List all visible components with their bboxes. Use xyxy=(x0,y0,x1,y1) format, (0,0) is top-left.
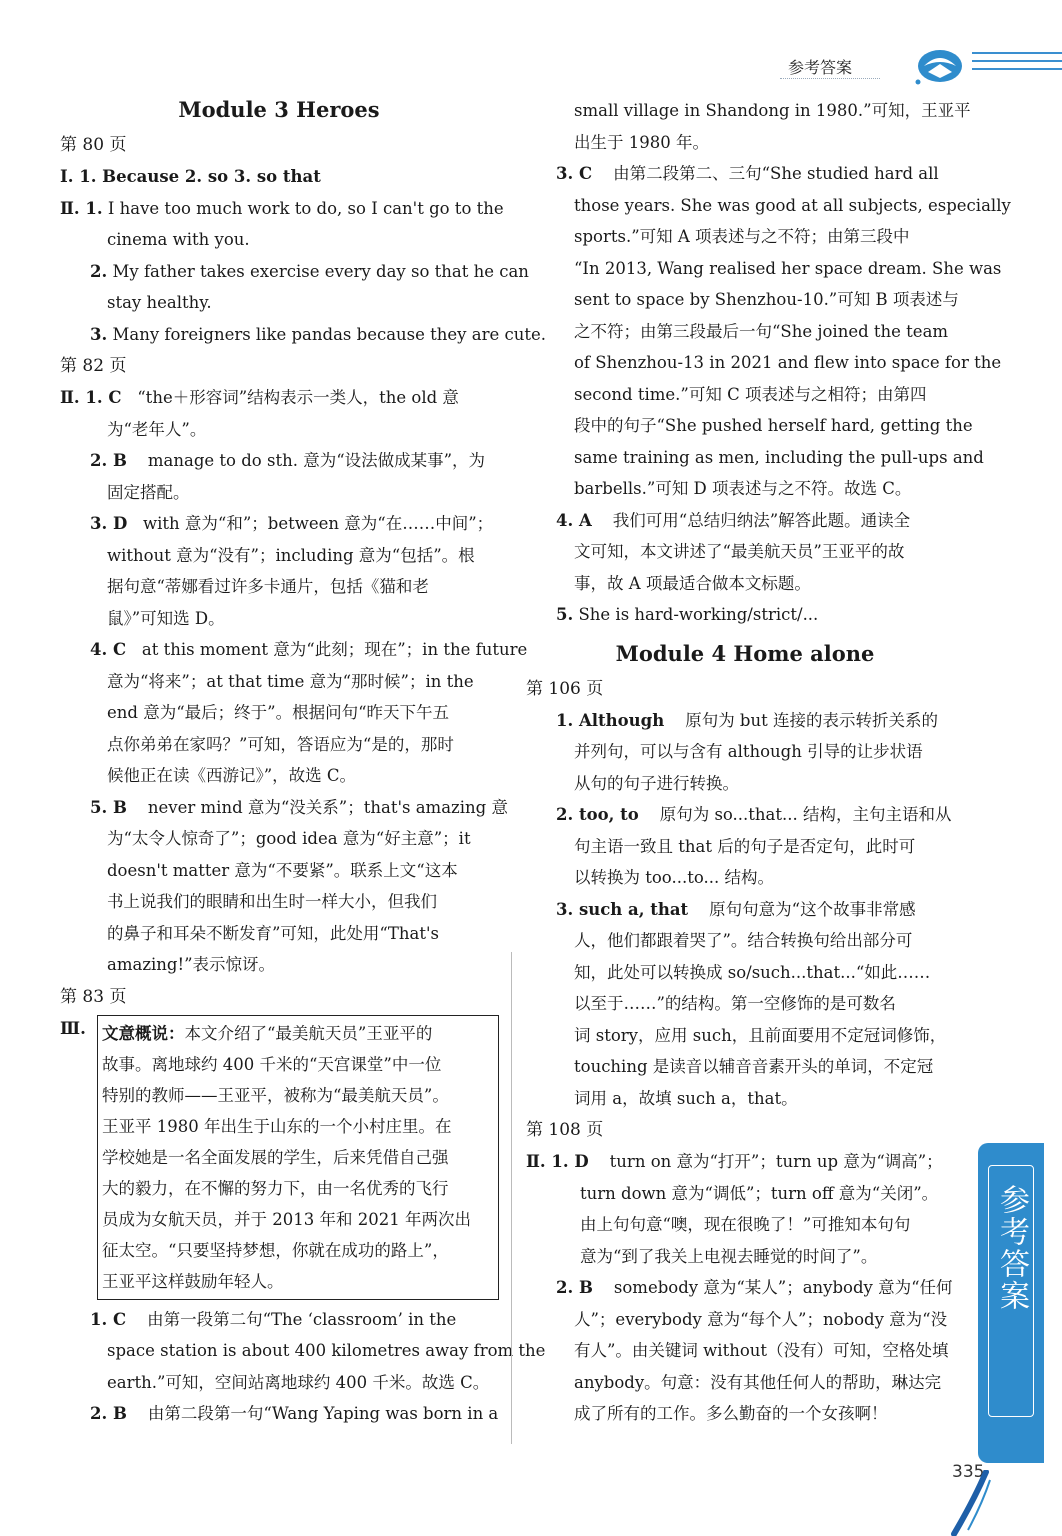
answer-82-1-cont: 为“老年人”。 xyxy=(107,419,207,439)
book-logo-icon xyxy=(910,42,970,88)
answer-82-4-cont: 意为“将来”；at that time 意为“那时候”；in the xyxy=(107,671,474,691)
answer-106-3: 3. such a, that 原句句意为“这个故事非常感 xyxy=(556,899,916,919)
answer-108-1: Ⅱ. 1. D turn on 意为“打开”；turn up 意为“调高”； xyxy=(526,1152,943,1171)
section-III xyxy=(60,1015,498,1300)
answer-82-5-cont: doesn't matter 意为“不要紧”。联系上文“这本 xyxy=(107,860,458,880)
answer-82-5: 5. B never mind 意为“没关系”；that's amazing 意 xyxy=(90,797,508,817)
answer-82-4: 4. C at this moment 意为“此刻；现在”；in the future xyxy=(90,640,528,659)
section-III-num: Ⅲ. xyxy=(60,1018,86,1038)
answer-II-2: 2. My father takes exercise every day so that he can xyxy=(90,261,529,281)
answer-II-2-cont: stay healthy. xyxy=(107,293,212,312)
answer-83-2-cont: 出生于 1980 年。 xyxy=(574,132,709,152)
answer-II-3: 3. Many foreigners like pandas because they are cute. xyxy=(90,324,546,344)
column-divider xyxy=(511,952,512,1444)
answer-82-3-cont: without 意为“没有”；including 意为“包括”。根 xyxy=(107,545,475,565)
header-dotted-rule xyxy=(780,78,880,79)
answer-82-3-cont: 据句意“蒂娜看过许多卡通片，包括《猫和老 xyxy=(107,577,429,596)
answer-83-2-cont: small village in Shandong in 1980.”可知，王亚平 xyxy=(574,101,971,120)
page-label-108: 第 108 页 xyxy=(526,1120,604,1140)
answer-83-1-cont: space station is about 400 kilometres away from the xyxy=(107,1341,546,1360)
answer-82-2-cont: 固定搭配。 xyxy=(107,482,190,502)
side-tab-label: 参考答案 xyxy=(994,1184,1029,1312)
answer-83-3: 3. C 由第二段第二、三句“She studied hard all xyxy=(556,164,939,183)
page-label-82: 第 82 页 xyxy=(60,356,127,376)
module-4-title: Module 4 Home alone xyxy=(615,640,875,666)
answer-83-5: 5. She is hard-working/strict/... xyxy=(556,605,819,624)
answer-108-2: 2. B somebody 意为“某人”；anybody 意为“任何 xyxy=(556,1278,953,1297)
answer-82-5-cont: 为“太令人惊奇了”；good idea 意为“好主意”；it xyxy=(107,829,471,848)
answer-106-1: 1. Although 原句为 but 连接的表示转折关系的 xyxy=(556,710,938,730)
page-label-106: 第 106 页 xyxy=(526,678,604,699)
left-column xyxy=(60,95,546,1430)
answer-83-4: 4. A 我们可用“总结归纳法”解答此题。通读全 xyxy=(556,510,911,530)
page-label-80: 第 80 页 xyxy=(60,135,127,155)
answer-II-1: Ⅱ. 1. I have too much work to do, so I can't go to the xyxy=(60,198,504,218)
answer-82-5-cont: 书上说我们的眼睛和出生时一样大小，但我们 xyxy=(107,892,437,911)
answer-83-1: 1. C 由第一段第二句“The ‘classroom’ in the xyxy=(90,1309,457,1329)
answer-82-4-cont: end 意为“最后；终于”。根据问句“昨天下午五 xyxy=(107,703,450,722)
right-column: small village in Shandong in 1980.”可知，王亚平 出生于 1980 年。 3. C 由第二段第二、三句“She studied hard all those years. She was good at all subjects, especially sports.”可知 A 项表述与之不符；由第三段中 “In 2013, Wang realised her space dream. She was sent to space by Shenzhou-10.”可知 B 项表述与 之不符；由第三段最后一句“She joined the team of Shenzhou-13 in 2021 and flew into space for the second time.”可知 C 项表述与之相符；由第四 段中的句子“She pushed herself hard, getting the same training as men, including the pull-ups and barbells.”可知 D 项表述与之不符。故选 C。 4. A 我们可用“总结归纳法”解答此题。通读全 文可知，本文讲述了“最美航天员”王亚平的故 事，故 A 项最适合做本文标题。 5. She is hard-working/strict/... Module 4 Home alone 第 106 页 1. Although 原句为 but 连接的表示转折关系的 并列句，可以与含有 although 引导的让步状语 从句的句子进行转换。 2. too, to 原句为 so...that... 结构，主句主语和从 句主语一致且 that 后的句子是否定句，此时可 以转换为 too...to... 结构。 3. such a, that 原句句意为“这个故事非常感 人，他们都跟着哭了”。结合转换句给出部分可 知，此处可以转换成 so/such...that...“如此…… 以至于……”的结构。第一空修饰的是可数名 词 story，应用 such，且前面要用不定冠词修饰， touching 是读音以辅音音素开头的单词，不定冠 词用 a，故填 such a，that。 第 108 页 Ⅱ. 1. D turn on 意为“打开”；turn up 意为“调高”； turn down 意为“调低”；turn off 意为“关闭”。 由上句句意“噢，现在很晚了！”可推知本句句 意为“到了我关上电视去睡觉的时间了”。 2. B somebody 意为“某人”；anybody 意为“任何 人”；everybody 意为“每个人”；nobody 意为“没 有人”。由关键词 without（没有）可知，空格处填 anybody。句意：没有其他任何人的帮助，琳达完 成了所有的工作。多么勤奋的一个女孩啊！ xyxy=(526,95,964,1430)
page-header xyxy=(700,28,1062,86)
header-stripes xyxy=(972,52,1062,76)
summary-label: 文意概说： xyxy=(102,1023,185,1043)
answer-82-5-cont: amazing!”表示惊讶。 xyxy=(107,955,276,974)
summary-box: 文意概说：本文介绍了“最美航天员”王亚平的 故事。离地球约 400 千米的“天宫课堂”中一位 特别的教师——王亚平，被称为“最美航天员”。 王亚平 1980 年出生于山东的一个小村庄里。在 学校她是一名全面发展的学生，后来凭借自己强 大的毅力，在不懈的努力下，由一名优秀的飞行 员成为女航天员，并于 2013 年和 2021 年两次出 征太空。“只要坚持梦想，你就在成功的路上”， 王亚平这样鼓励年轻人。 xyxy=(97,1015,499,1300)
header-title: 参考答案 xyxy=(788,58,853,77)
page-number: 335 xyxy=(952,1462,985,1482)
answer-82-3: 3. D with 意为“和”；between 意为“在……中间”； xyxy=(90,514,494,533)
side-tab xyxy=(978,1143,1044,1463)
answer-82-5-cont: 的鼻子和耳朵不断发育”可知，此处用“That's xyxy=(107,923,439,943)
answer-82-4-cont: 点你弟弟在家吗？”可知，答语应为“是的，那时 xyxy=(107,734,454,754)
answer-I: Ⅰ. 1. Because 2. so 3. so that xyxy=(60,167,321,186)
answer-82-3-cont: 鼠》”可知选 D。 xyxy=(107,608,225,628)
answer-82-4-cont: 候他正在读《西游记》”，故选 C。 xyxy=(107,766,357,785)
answer-83-1-cont: earth.”可知，空间站离地球约 400 千米。故选 C。 xyxy=(107,1372,490,1392)
answer-II-1-cont: cinema with you. xyxy=(107,230,250,249)
answer-82-2: 2. B manage to do sth. 意为“设法做成某事”，为 xyxy=(90,451,486,470)
module-3-title: Module 3 Heroes xyxy=(178,97,380,122)
corner-brush-icon xyxy=(946,1470,1026,1536)
answer-106-2: 2. too, to 原句为 so...that... 结构，主句主语和从 xyxy=(556,805,952,824)
answer-82-1: Ⅱ. 1. C “the＋形容词”结构表示一类人，the old 意 xyxy=(60,388,459,407)
page-label-83: 第 83 页 xyxy=(60,986,127,1007)
answer-83-2: 2. B 由第二段第一句“Wang Yaping was born in a xyxy=(90,1404,499,1423)
